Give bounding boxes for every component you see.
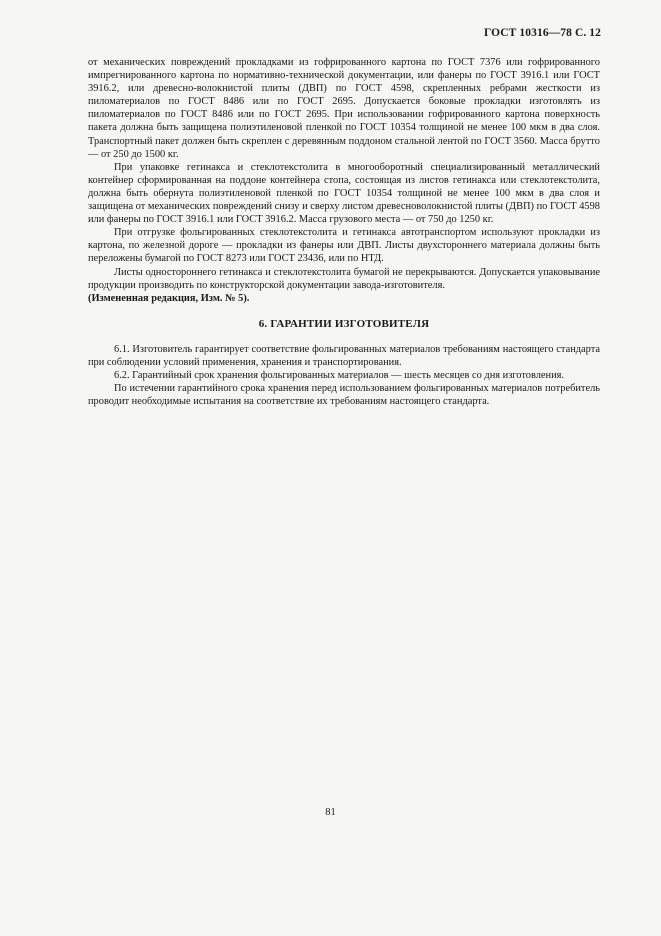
section-title: 6. ГАРАНТИИ ИЗГОТОВИТЕЛЯ xyxy=(258,317,430,330)
paragraph-warranty-expiry: По истечении гарантийного срока хранения перед использованием фольгированных материалов потребитель проводит необходимые испытания на соответствие их требованиям настоящего стандарта. xyxy=(88,383,600,408)
paragraph-container-packing: При упаковке гетинакса и стеклотекстолита в многооборотный специализированный металлический контейнер сформированная на поддоне контейнера стопа, состоящая из листов гетинакса или стеклотекстолита, должна быть обернута полиэтиленовой пленкой по ГОСТ 10354 толщиной не менее 100 мкм в два слоя и защищена от механических повреждений снизу и сверху листом древесноволокнистой плиты (ДВП) по ГОСТ 4598 или фанеры по ГОСТ 3916.1 или ГОСТ 3916.2. Масса грузового места — от 750 до 1250 кг. xyxy=(88,161,600,226)
page-number: 81 xyxy=(325,807,336,818)
paragraph-single-sided: Листы одностороннего гетинакса и стеклотекстолита бумагой не перекрываются. Допускается упаковывание продукции производить по конструкторской документации завода-изготовителя. xyxy=(88,266,600,291)
paragraph-shipping: При отгрузке фольгированных стеклотекстолита и гетинакса автотранспортом используют прокладки из картона, по железной дороге — прокладки из фанеры или ДВП. Листы двухстороннего материала должны быть переложены бумагой по ГОСТ 8273 или ГОСТ 23436, или по НТД. xyxy=(88,227,600,265)
paragraph-6-1: 6.1. Изготовитель гарантирует соответствие фольгированных материалов требованиям настоящего стандарта при соблюдении условий применения, хранения и транспортирования. xyxy=(88,343,600,368)
paragraph-continuation: от механических повреждений прокладками из гофрированного картона по ГОСТ 7376 или гофрированного импрегнированного картона по нормативно-технической документации, или фанеры по ГОСТ 3916.1 или ГОСТ 3916.2, или древесно-волокнистой плиты (ДВП) по ГОСТ 4598, скрепленных ребрами жесткости из пиломатериалов по ГОСТ 8486 или по ГОСТ 2695. Допускается боковые прокладки изготовлять из пиломатериалов по ГОСТ 8486 или по ГОСТ 2695. При использовании гофрированного картона поверхность пакета должна быть защищена полиэтиленовой пленкой по ГОСТ 10354 толщиной не менее 100 мкм в два слоя. Транспортный пакет должен быть скреплен с деревянным поддоном стальной лентой по ГОСТ 3560. Масса брутто — от 250 до 1500 кг. xyxy=(88,57,600,160)
amendment-note: (Измененная редакция, Изм. № 5). xyxy=(88,292,250,304)
page-header: ГОСТ 10316—78 С. 12 xyxy=(483,27,601,39)
document-body xyxy=(88,56,600,408)
paragraph-6-2: 6.2. Гарантийный срок хранения фольгированных материалов — шесть месяцев со дня изготовления. xyxy=(114,370,565,382)
